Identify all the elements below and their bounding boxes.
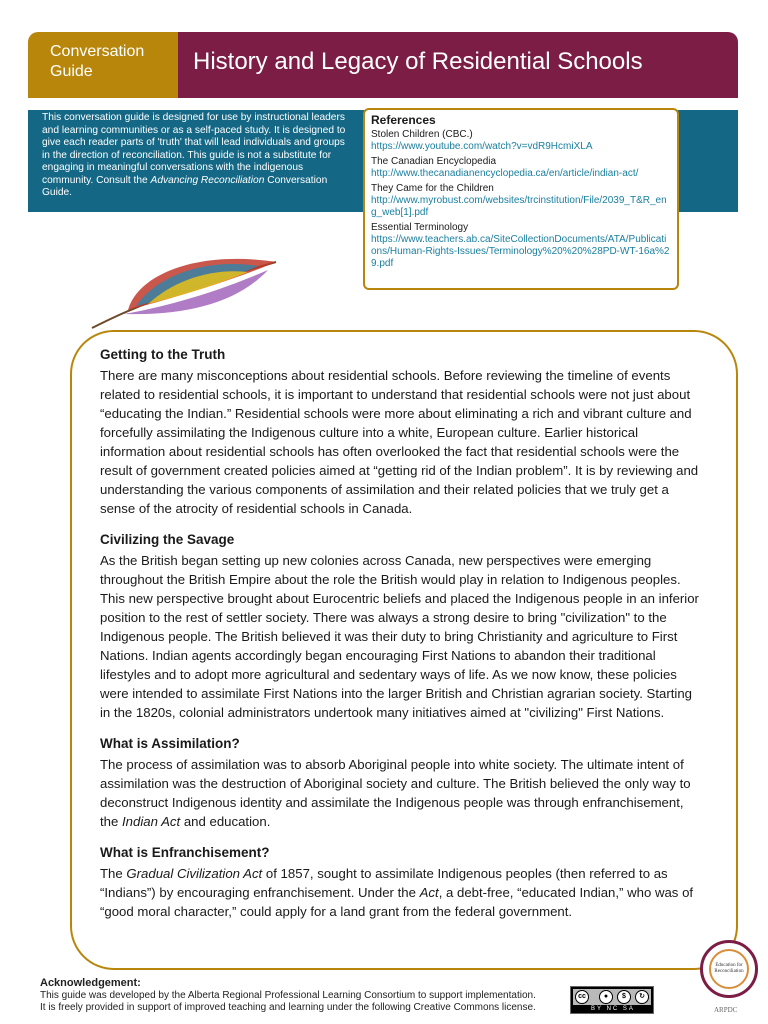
references-box (363, 108, 679, 290)
reference-title: Essential Terminology (371, 222, 469, 233)
reference-link[interactable]: https://www.youtube.com/watch?v=vdR9HcmiXLA (371, 141, 593, 152)
page-title: History and Legacy of Residential Schools (178, 32, 738, 98)
education-reconciliation-logo (700, 940, 758, 998)
section-heading: What is Assimilation? (100, 736, 240, 751)
text-emphasis: Indian Act (122, 814, 181, 829)
text-emphasis: Act (419, 885, 439, 900)
guide-tab: Conversation Guide (28, 32, 178, 98)
reference-item (371, 156, 671, 180)
text-run: , a debt-free, “educated Indian,” who was of “good moral character,” could apply for a land grant from the federal government. (100, 885, 694, 919)
creative-commons-badge[interactable] (570, 986, 654, 1014)
reference-item (371, 129, 671, 153)
text-run: The (100, 866, 127, 881)
text-run: of 1857, sought to assimilate Indigenous peoples (then referred to as “Indians”) by encouraging enfranchisement. Under the (100, 866, 668, 900)
reference-link[interactable]: http://www.myrobust.com/websites/trcinstitution/File/2039_T&R_eng_web[1].pdf (371, 195, 667, 218)
intro-body: This conversation guide is designed for use by instructional leaders and learning communities or as a self-paced study. It is designed to give each reader parts of 'truth' that will lead individuals and groups in the direction of reconciliation. This guide is not a substitute for engaging in meaningful conversations with the indigenous community. Consult the (42, 112, 346, 186)
logo-text: Education for Reconciliation (709, 949, 749, 989)
reference-title: Stolen Children (CBC.) (371, 129, 473, 140)
nc-icon: $ (617, 990, 631, 1004)
main-content (100, 346, 704, 934)
reference-link[interactable]: http://www.thecanadianencyclopedia.ca/en/article/indian-act/ (371, 168, 639, 179)
cc-labels: BY NC SA (591, 1006, 635, 1012)
reference-item (371, 183, 671, 219)
cc-icon: cc (575, 990, 589, 1004)
section-text: As the British began setting up new colonies across Canada, new perspectives were emerging throughout the British Empire about the role the British would play in relation to Indigenous peoples. This new perspective brought about Eurocentric beliefs and placed the Indigenous people in an inferior position to the rest of settler society. There was always a strong desire to bring "civilization" to the Indigenous people. The British believed it was their duty to bring Christianity and agriculture to First Nations. Indian agents accordingly began encouraging First Nations to abandon their traditional lifestyles and to adopt more agricultural and sedentary ways of life. As we now know, these policies were intended to assimilate First Nations into the larger British and Christian agrarian society. Starting in the 1820s, colonial administrators undertook many initiatives aimed at "civilizing" First Nations. (100, 553, 699, 720)
acknowledgement-line: It is freely provided in support of improved teaching and learning under the following Creative Commons license. (40, 1002, 536, 1013)
intro-tail: Conversation Guide. (42, 174, 328, 198)
section-heading: Civilizing the Savage (100, 532, 235, 547)
section-heading: Getting to the Truth (100, 347, 226, 362)
text-emphasis: Gradual Civilization Act (126, 866, 263, 881)
references-heading: References (371, 113, 436, 127)
header (28, 32, 738, 98)
sa-icon: ↻ (635, 990, 649, 1004)
reference-item (371, 222, 671, 270)
cc-icon-strip (573, 989, 651, 1005)
arpdc-label: ARPDC (714, 1006, 738, 1014)
section-heading: What is Enfranchisement? (100, 845, 270, 860)
text-run: The process of assimilation was to absorb Aboriginal people into white society. The ultimate intent of assimilation was the destruction of Aboriginal society and culture. The British believed the only way to deconstruct Indigenous identity and assimilate the Indigenous people was through enfranchisement, the (100, 757, 691, 829)
acknowledgement-line: This guide was developed by the Alberta Regional Professional Learning Consortium to support implementation. (40, 989, 536, 1001)
intro-emphasis: Advancing Reconciliation (150, 174, 265, 186)
reference-link[interactable]: https://www.teachers.ab.ca/SiteCollectionDocuments/ATA/Publications/Human-Rights-Issues/Terminology%20%20%28PD-WT-16a%29.pdf (371, 234, 670, 269)
text-run: and education. (180, 814, 271, 829)
section-text: There are many misconceptions about residential schools. Before reviewing the timeline of events related to residential schools, it is important to understand that residential schools were not just about “educating the Indian.” Residential schools were more about eliminating a rich and vibrant culture and forcefully assimilating the Indigenous culture into a white, European culture. Earlier historical information about residential schools has often overlooked the fact that residential schools were the result of government created policies aimed at “getting rid of the Indian problem”. It is by reviewing and understanding the various components of assimilation and their related policies that we truly get a sense of the atrocity of residential schools in Canada. (100, 368, 699, 516)
acknowledgement-title: Acknowledgement: (40, 977, 141, 989)
intro-text (42, 112, 347, 200)
feather-icon (88, 244, 280, 330)
acknowledgement (40, 977, 580, 1015)
reference-title: They Came for the Children (371, 183, 494, 194)
reference-title: The Canadian Encyclopedia (371, 156, 497, 167)
section-text (100, 755, 704, 831)
section-text (100, 864, 704, 921)
by-icon: ● (599, 990, 613, 1004)
